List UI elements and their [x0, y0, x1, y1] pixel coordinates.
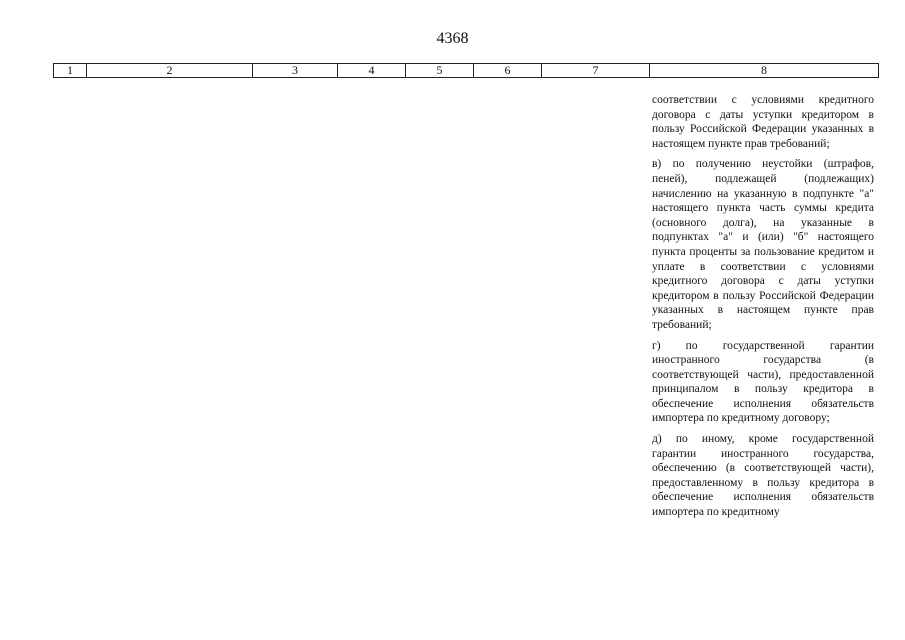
column-number-5: 5 — [406, 64, 474, 78]
column-number-6: 6 — [474, 64, 542, 78]
column-number-1: 1 — [54, 64, 87, 78]
paragraph-item-d: д) по иному, кроме государственной гарантии иностранного государства, обеспечению (в соответствующей части), предоставленному в пользу кредитора в обеспечение исполнения обязательств импортера по кредитному — [652, 433, 874, 519]
column-number-2: 2 — [87, 64, 253, 78]
column-number-8: 8 — [650, 64, 879, 78]
table-header-row — [54, 64, 879, 78]
column-8-text — [652, 93, 874, 526]
table-column-header — [53, 63, 879, 78]
column-number-3: 3 — [253, 64, 338, 78]
column-number-7: 7 — [542, 64, 650, 78]
column-number-4: 4 — [338, 64, 406, 78]
paragraph-continuation: соответствии с условиями кредитного договора с даты уступки кредитором в пользу Российской Федерации указанных в настоящем пункте прав требований; — [652, 94, 874, 150]
paragraph-item-g: г) по государственной гарантии иностранного государства (в соответствующей части), предоставленной принципалом в пользу кредитора в обеспечение исполнения обязательств импортера по кредитному договору; — [652, 339, 874, 425]
page-number: 4368 — [436, 30, 469, 47]
paragraph-item-v: в) по получению неустойки (штрафов, пеней), подлежащей (подлежащих) начислению на указанную в подпункте "а" настоящего пункта часть суммы кредита (основного долга), на указанные в подпунктах "а" и (или) "б" настоящего пункта проценты за пользование кредитом и уплате в соответствии с условиями кредитного договора с даты уступки кредитором в пользу Российской Федерации указанных в настоящем пункте прав требований; — [652, 158, 874, 331]
